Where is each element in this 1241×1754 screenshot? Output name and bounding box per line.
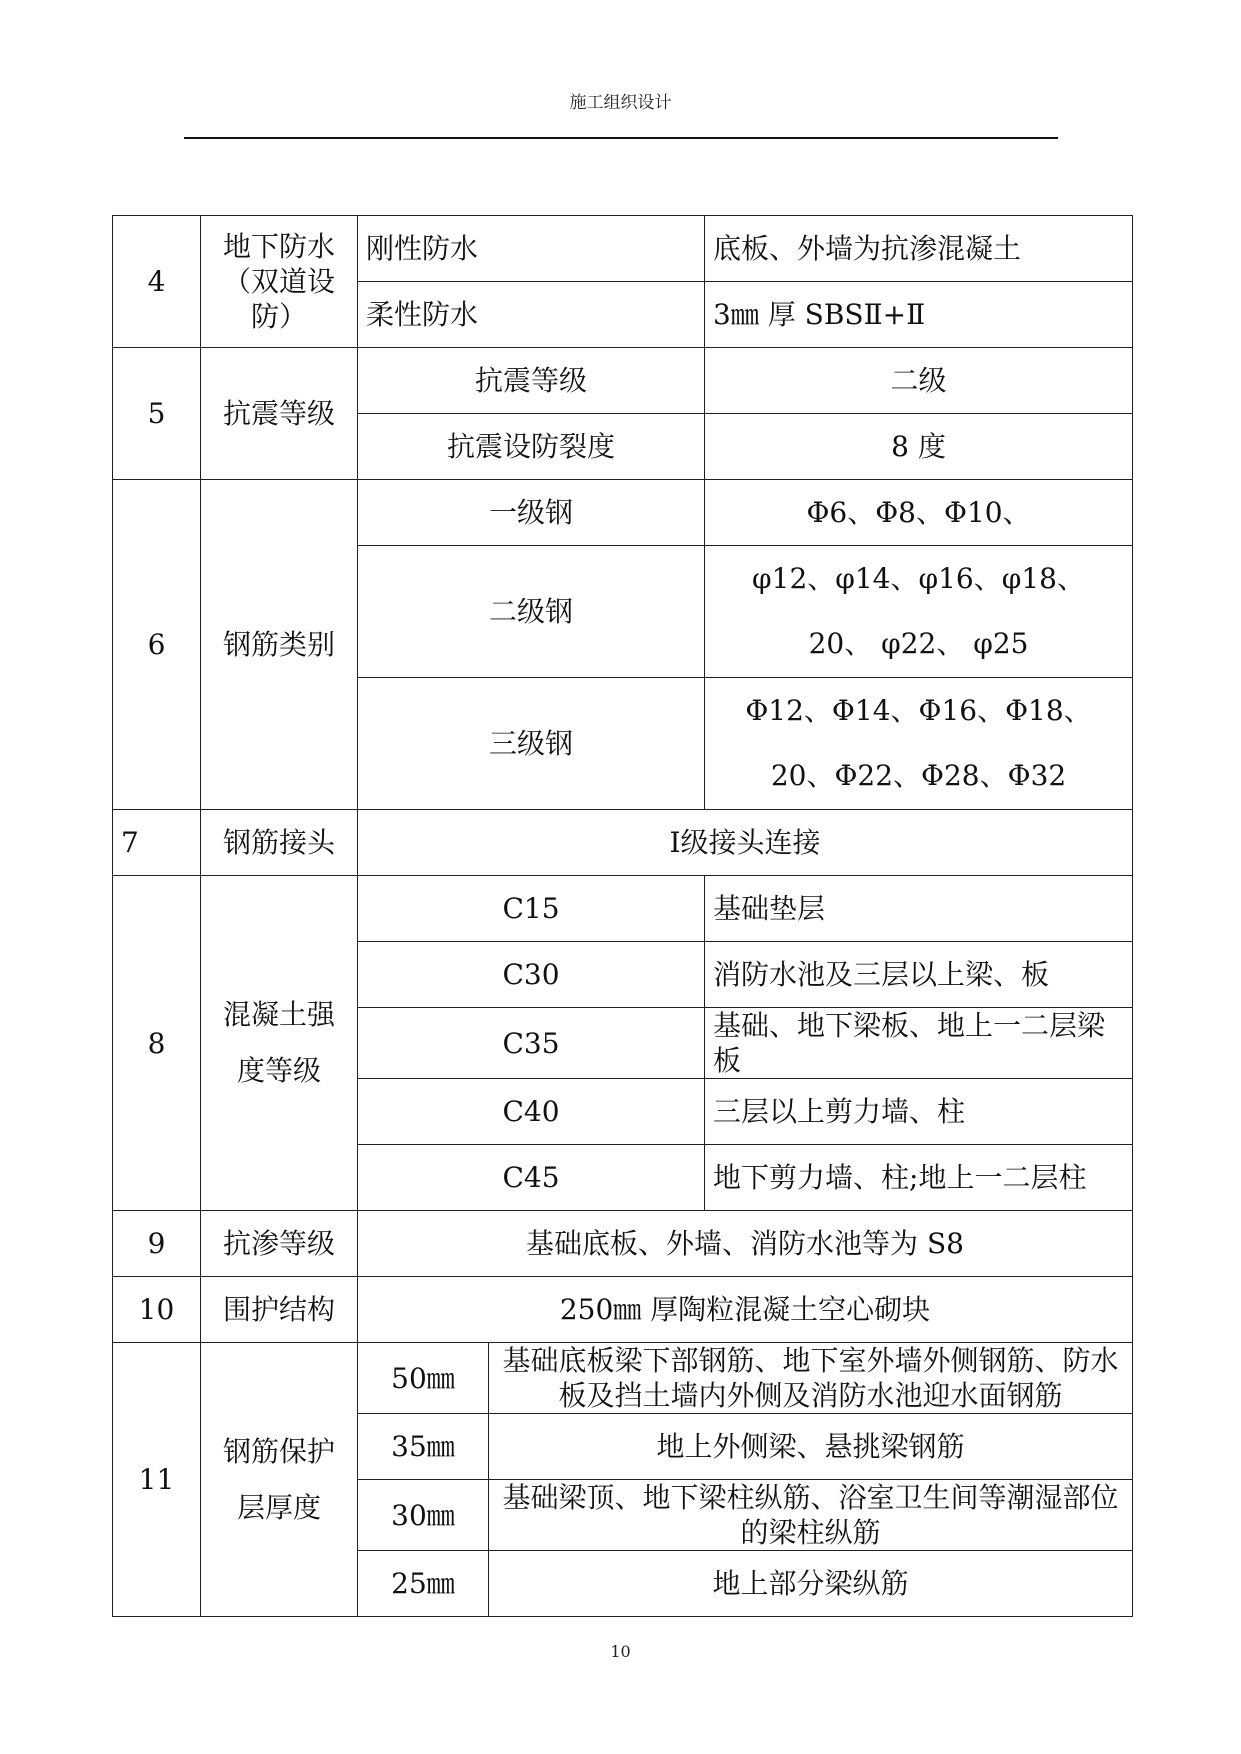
value-cell: Ⅰ级接头连接: [358, 810, 1133, 876]
value-cell: 8 度: [705, 414, 1133, 480]
row-number: 4: [113, 216, 201, 348]
table-row: [113, 1277, 1133, 1343]
usage-cell: 基础垫层: [705, 876, 1133, 942]
row-category: [201, 216, 358, 348]
table-row: [113, 348, 1133, 414]
page-number: 10: [610, 1642, 631, 1661]
item-cell: 二级钢: [358, 546, 705, 678]
document-header-title: 施工组织设计: [569, 93, 672, 113]
row-number: 11: [113, 1343, 201, 1617]
value-line: 20、 φ22、 φ25: [808, 626, 1029, 660]
construction-spec-table: [112, 215, 1133, 1617]
value-cell: Φ6、Φ8、Φ10、: [705, 480, 1133, 546]
value-cell: [705, 546, 1133, 678]
table-row: [113, 216, 1133, 282]
item-cell: 抗震等级: [358, 348, 705, 414]
row-number: 5: [113, 348, 201, 480]
grade-cell: C15: [358, 876, 705, 942]
row-number: 9: [113, 1211, 201, 1277]
row-category: 钢筋类别: [201, 480, 358, 810]
row-category: [201, 1343, 358, 1617]
header-rule: [184, 137, 1058, 139]
value-line: φ12、φ14、φ16、φ18、: [752, 562, 1085, 596]
usage-cell: 地上部分梁纵筋: [489, 1551, 1133, 1617]
grade-cell: C30: [358, 942, 705, 1008]
grade-cell: C45: [358, 1145, 705, 1211]
value-cell: 3㎜ 厚 SBSⅡ+Ⅱ: [705, 282, 1133, 348]
category-label: 钢筋保护: [222, 1434, 335, 1468]
category-label: 地下防水: [222, 230, 335, 263]
category-label: 度等级: [236, 1054, 321, 1087]
thickness-cell: 35㎜: [358, 1414, 489, 1480]
usage-cell: 消防水池及三层以上梁、板: [705, 942, 1133, 1008]
category-label: 层厚度: [236, 1490, 321, 1524]
grade-cell: C35: [358, 1008, 705, 1079]
row-number: 7: [113, 810, 201, 876]
category-label: 混凝土强: [222, 998, 335, 1031]
table-row: [113, 1211, 1133, 1277]
usage-cell: 地上外侧梁、悬挑梁钢筋: [489, 1414, 1133, 1480]
usage-cell: 基础底板梁下部钢筋、地下室外墙外侧钢筋、防水板及挡土墙内外侧及消防水池迎水面钢筋: [489, 1343, 1133, 1414]
thickness-cell: 30㎜: [358, 1480, 489, 1551]
item-cell: 三级钢: [358, 678, 705, 810]
thickness-cell: 50㎜: [358, 1343, 489, 1414]
value-cell: 二级: [705, 348, 1133, 414]
item-cell: 刚性防水: [358, 216, 705, 282]
usage-cell: 基础梁顶、地下梁柱纵筋、浴室卫生间等潮湿部位的梁柱纵筋: [489, 1480, 1133, 1551]
table-row: [113, 480, 1133, 546]
usage-cell: 基础、地下梁板、地上一二层梁板: [705, 1008, 1133, 1079]
value-cell: 基础底板、外墙、消防水池等为 S8: [358, 1211, 1133, 1277]
table-row: [113, 810, 1133, 876]
value-line: 20、Φ22、Φ28、Φ32: [770, 758, 1067, 792]
item-cell: 一级钢: [358, 480, 705, 546]
table-row: [113, 1343, 1133, 1414]
thickness-cell: 25㎜: [358, 1551, 489, 1617]
row-category: 钢筋接头: [201, 810, 358, 876]
value-line: Φ12、Φ14、Φ16、Φ18、: [745, 694, 1092, 728]
value-cell: [705, 678, 1133, 810]
category-sublabel: （双道设防）: [222, 265, 335, 333]
grade-cell: C40: [358, 1079, 705, 1145]
row-category: 抗渗等级: [201, 1211, 358, 1277]
value-cell: 底板、外墙为抗渗混凝土: [705, 216, 1133, 282]
item-cell: 抗震设防裂度: [358, 414, 705, 480]
usage-cell: 三层以上剪力墙、柱: [705, 1079, 1133, 1145]
table-row: [113, 876, 1133, 942]
usage-cell: 地下剪力墙、柱;地上一二层柱: [705, 1145, 1133, 1211]
row-category: 抗震等级: [201, 348, 358, 480]
row-category: 围护结构: [201, 1277, 358, 1343]
value-cell: 250㎜ 厚陶粒混凝土空心砌块: [358, 1277, 1133, 1343]
row-number: 6: [113, 480, 201, 810]
row-number: 10: [113, 1277, 201, 1343]
row-category: [201, 876, 358, 1211]
row-number: 8: [113, 876, 201, 1211]
item-cell: 柔性防水: [358, 282, 705, 348]
